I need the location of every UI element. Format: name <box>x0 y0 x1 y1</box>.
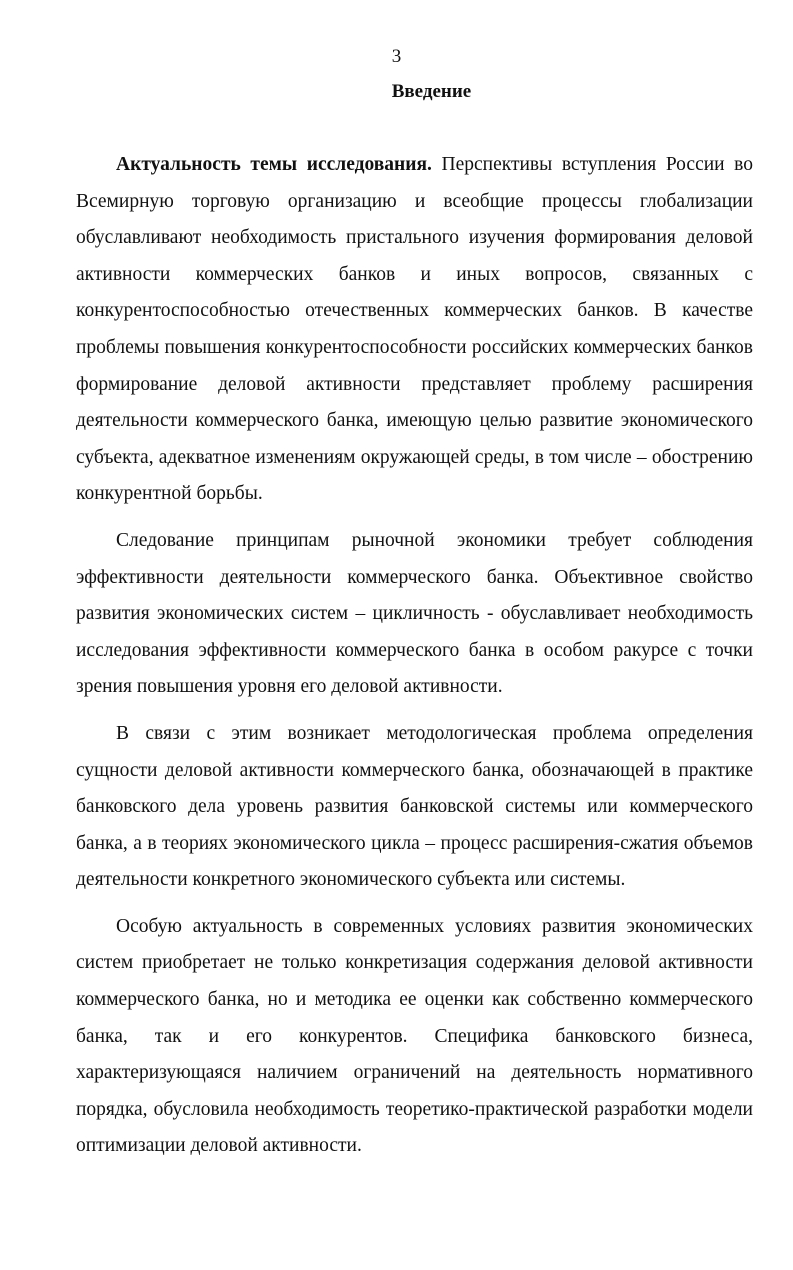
section-heading: Введение <box>391 81 472 102</box>
paragraph-text: Особую актуальность в современных условиях развития экономических систем приобретает не только конкретизация содержания деловой активности коммерческого банка, но и методика ее оценки как собственно коммерческого банка, так и его конкурентов. Специфика банковского бизнеса, характеризующаяся наличием ограничений на деятельность нормативного порядка, обусловила необходимость теоретико-практической разработки модели оптимизации деловой активности. <box>76 915 753 1157</box>
paragraph-text: Следование принципам рыночной экономики требует соблюдения эффективности деятельности коммерческого банка. Объективное свойство развития экономических систем – цикличность - обуславливает необходимость исследования эффективности коммерческого банка в особом ракурсе с точки зрения повышения уровня его деловой активности. <box>76 529 753 698</box>
paragraph-special-relevance <box>76 909 753 1165</box>
paragraph-text: В связи с этим возникает методологическая проблема определения сущности деловой активности коммерческого банка, обозначающей в практике банковского дела уровень развития банковской системы или коммерческого банка, а в теориях экономического цикла – процесс расширения-сжатия объемов деятельности конкретного экономического субъекта или системы. <box>76 722 753 891</box>
paragraph-text: Перспективы вступления России во Всемирную торговую организацию и всеобщие процессы глобализации обуславливают необходимость пристального изучения формирования деловой активности коммерческих банков и иных вопросов, связанных с конкурентоспособностью отечественных коммерческих банков. В качестве проблемы повышения конкурентоспособности российских коммерческих банков формирование деловой активности представляет проблему расширения деятельности коммерческого банка, имеющую целью развитие экономического субъекта, адекватное изменениям окружающей среды, в том числе – обострению конкурентной борьбы. <box>76 154 754 505</box>
paragraph-methodology <box>76 716 753 899</box>
body-text <box>76 147 753 1175</box>
paragraph-lead: Актуальность темы исследования. <box>116 154 432 175</box>
page-number: 3 <box>391 46 402 67</box>
paragraph-relevance <box>76 147 753 513</box>
paragraph-market-principles <box>76 523 753 706</box>
